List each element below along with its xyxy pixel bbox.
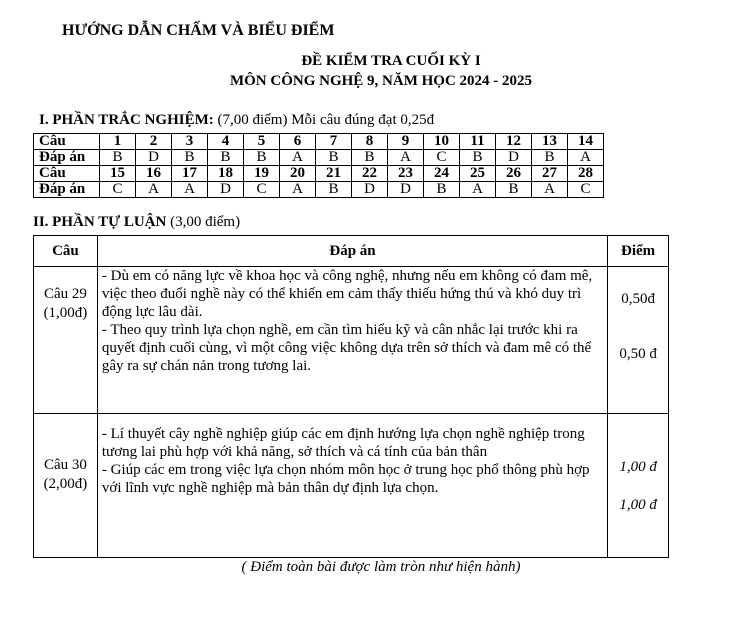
answer-cell: A [568,150,604,166]
question-number: 14 [568,134,604,150]
row-label: Câu [34,166,100,182]
question-number: 27 [532,166,568,182]
question-number: 19 [244,166,280,182]
question-number: 22 [352,166,388,182]
question-points: (1,00đ) [43,305,88,321]
points-a: 0,50đ [621,291,655,307]
question-number: 9 [388,134,424,150]
question-number: 4 [208,134,244,150]
question-number: 16 [136,166,172,182]
answer-cell: C [244,182,280,198]
answer-cell: A [388,150,424,166]
essay-answer-table [33,235,669,558]
question-number-row [34,166,604,182]
question-number: 12 [496,134,532,150]
header-points: Điểm [608,236,669,267]
answer-cell: A [136,182,172,198]
exam-title: ĐỀ KIỂM TRA CUỐI KỲ I [301,53,481,69]
answer-row [34,150,604,166]
question-cell [34,414,98,558]
question-number: 6 [280,134,316,150]
question-number: 20 [280,166,316,182]
answer-cell [97,267,607,414]
answer-cell: B [100,150,136,166]
answer-point-b: - Theo quy trình lựa chọn nghề, em cần tìm hiểu kỹ và cân nhắc lại trước khi ra quyết định cuối cùng, vì một công việc không dựa trên sở thích và đam mê có thể gây ra sự chán nản trong tương lai. [101,322,592,374]
answer-cell: A [532,182,568,198]
multiple-choice-answer-table [33,133,604,198]
question-label: Câu 30 [43,457,87,473]
answer-cell: B [424,182,460,198]
answer-cell: B [172,150,208,166]
answer-point-a: - Dù em có năng lực về khoa học và công nghệ, nhưng nếu em không có đam mê, việc theo đuổi nghề này có thể khiến em cảm thấy thiếu hứng thú và khó duy trì động lực lâu dài. [101,268,593,320]
answer-point-a: - Lí thuyết cây nghề nghiệp giúp các em định hướng lựa chọn nghề nghiệp trong tương lai phù hợp với khả năng, sở thích và cá tính của bản thân [101,426,585,460]
question-number: 10 [424,134,460,150]
row-label: Đáp án [34,182,100,198]
question-number: 26 [496,166,532,182]
essay-header-row [34,236,669,267]
points-cell [608,267,669,414]
answer-cell: A [460,182,496,198]
question-label: Câu 29 [43,286,87,302]
question-number: 17 [172,166,208,182]
points-cell [608,414,669,558]
row-label: Câu [34,134,100,150]
question-number: 23 [388,166,424,182]
question-number: 3 [172,134,208,150]
answer-cell: C [424,150,460,166]
exam-subject-title: MÔN CÔNG NGHỆ 9, NĂM HỌC 2024 - 2025 [229,73,533,89]
section-2-note: (3,00 điểm) [166,214,241,230]
question-number: 28 [568,166,604,182]
points-a: 1,00 đ [619,459,657,475]
answer-cell: D [496,150,532,166]
question-points: (2,00đ) [43,476,88,492]
question-number: 8 [352,134,388,150]
document-heading: HƯỚNG DẪN CHẤM VÀ BIỂU ĐIỂM [62,22,335,39]
section-1-note: (7,00 điểm) Mỗi câu đúng đạt 0,25đ [213,112,435,128]
answer-cell: A [280,150,316,166]
header-question: Câu [34,236,98,267]
answer-point-b: - Giúp các em trong việc lựa chọn nhóm môn học ở trung học phổ thông phù hợp với lĩnh vực nghề nghiệp mà bản thân dự định lựa chọn. [101,462,590,496]
section-1-heading [39,112,434,129]
header-answer: Đáp án [97,236,607,267]
answer-cell: B [316,150,352,166]
row-label: Đáp án [34,150,100,166]
section-1-label: I. PHẦN TRẮC NGHIỆM: [39,112,214,128]
question-number-row [34,134,604,150]
essay-row [34,267,669,414]
answer-cell: A [280,182,316,198]
section-2-label: II. PHẦN TỰ LUẬN [33,214,167,230]
question-number: 24 [424,166,460,182]
points-b: 0,50 đ [619,346,657,362]
answer-cell: D [136,150,172,166]
question-number: 5 [244,134,280,150]
answer-cell [97,414,607,558]
answer-cell: B [496,182,532,198]
answer-cell: A [172,182,208,198]
answer-cell: B [208,150,244,166]
answer-cell: B [532,150,568,166]
answer-cell: B [352,150,388,166]
answer-cell: D [208,182,244,198]
answer-cell: D [388,182,424,198]
answer-row [34,182,604,198]
essay-row [34,414,669,558]
question-number: 15 [100,166,136,182]
question-number: 7 [316,134,352,150]
question-number: 1 [100,134,136,150]
question-number: 21 [316,166,352,182]
answer-cell: B [460,150,496,166]
answer-cell: C [100,182,136,198]
answer-cell: D [352,182,388,198]
question-number: 18 [208,166,244,182]
answer-cell: B [316,182,352,198]
section-2-heading [33,214,240,231]
question-number: 25 [460,166,496,182]
answer-cell: B [244,150,280,166]
points-b: 1,00 đ [619,497,657,513]
question-number: 13 [532,134,568,150]
question-cell [34,267,98,414]
footer-note: ( Điểm toàn bài được làm tròn như hiện hành) [241,559,521,575]
answer-cell: C [568,182,604,198]
question-number: 11 [460,134,496,150]
question-number: 2 [136,134,172,150]
